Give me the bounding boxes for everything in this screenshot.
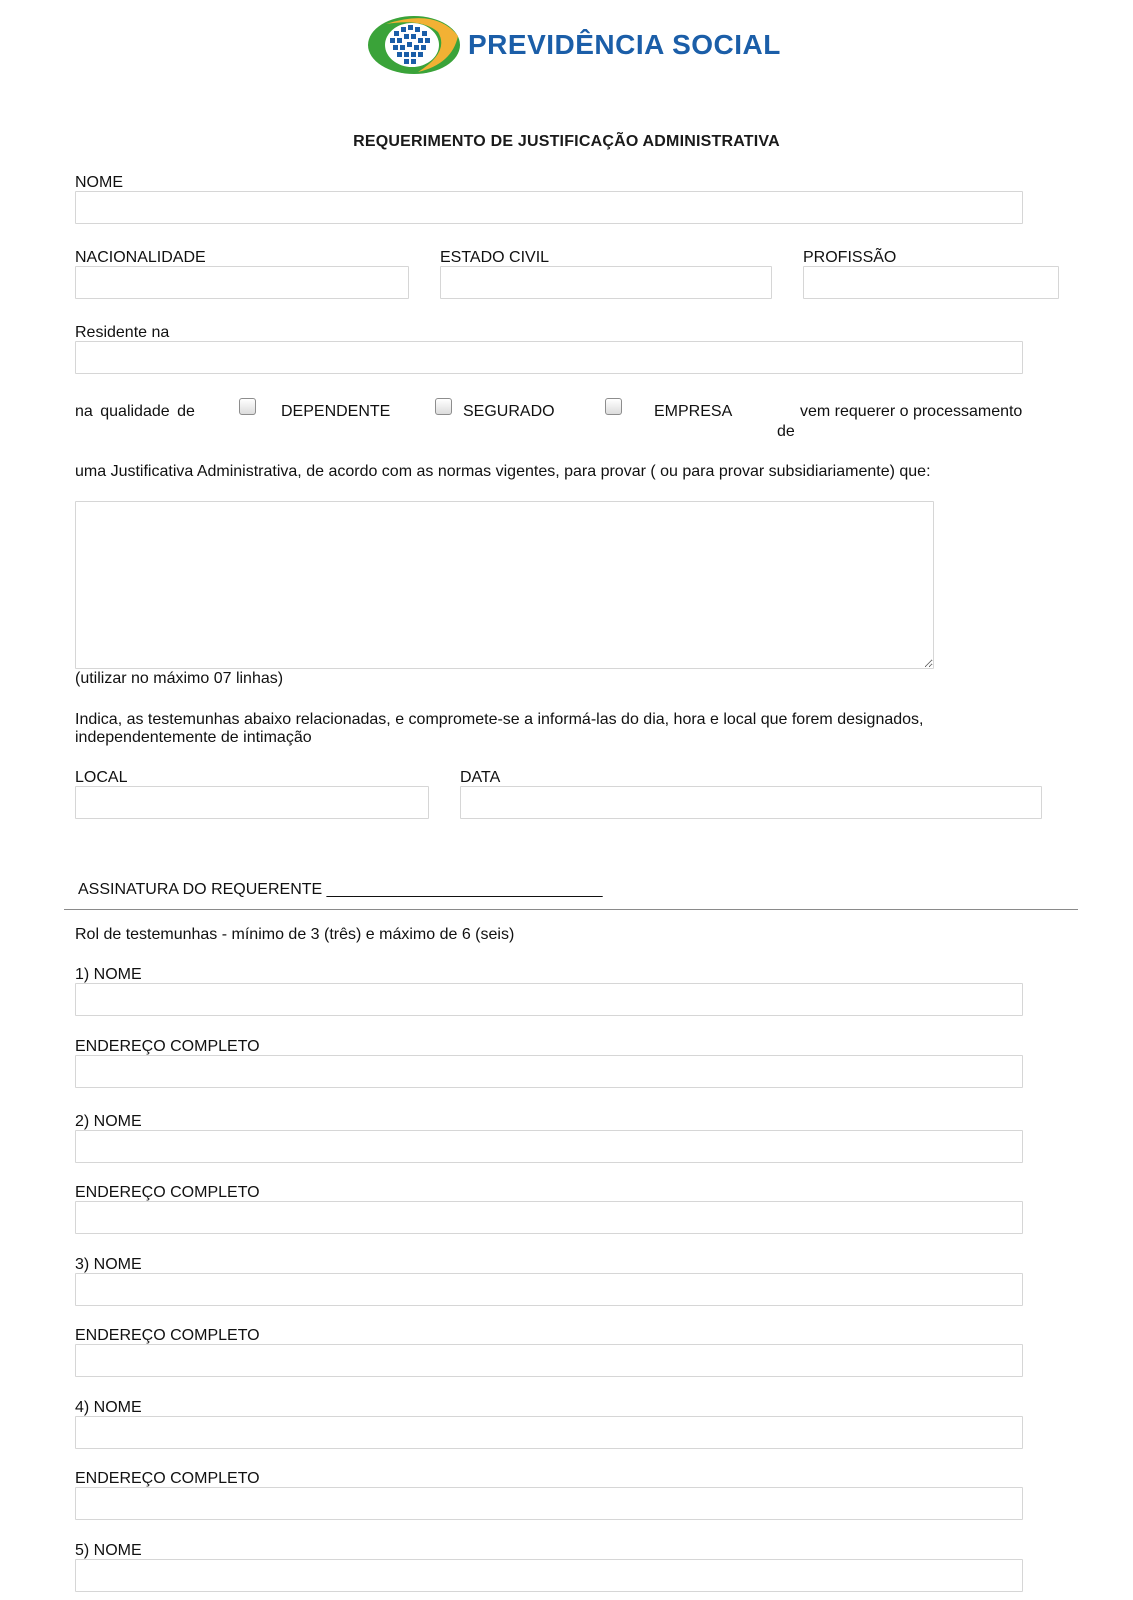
local-input[interactable] <box>75 786 429 819</box>
segurado-label: SEGURADO <box>463 403 555 420</box>
witness-4-address-label: ENDEREÇO COMPLETO <box>75 1470 260 1487</box>
witness-2-name-input[interactable] <box>75 1130 1023 1163</box>
witness-5-name-input[interactable] <box>75 1559 1023 1592</box>
witness-4-name-input[interactable] <box>75 1416 1023 1449</box>
witness-4-address-input[interactable] <box>75 1487 1023 1520</box>
estado-civil-label: ESTADO CIVIL <box>440 249 550 266</box>
qualidade-prefix: na qualidade de <box>75 403 195 420</box>
witness-1-name-label: 1) NOME <box>75 966 142 983</box>
empresa-checkbox[interactable] <box>605 398 622 415</box>
residente-label: Residente na <box>75 324 170 341</box>
witness-3-name-input[interactable] <box>75 1273 1023 1306</box>
nacionalidade-label: NACIONALIDADE <box>75 249 206 266</box>
profissao-label: PROFISSÃO <box>803 249 897 266</box>
nome-label: NOME <box>75 174 123 191</box>
qualidade-suffix-de: de <box>777 423 795 440</box>
nome-input[interactable] <box>75 191 1023 224</box>
witness-2-address-label: ENDEREÇO COMPLETO <box>75 1184 260 1201</box>
witnesses-intro: Rol de testemunhas - mínimo de 3 (três) e máximo de 6 (seis) <box>75 926 515 943</box>
justificativa-text: uma Justificativa Administrativa, de acordo com as normas vigentes, para provar ( ou para provar subsidiariamente) que: <box>75 463 931 480</box>
witness-4-name-label: 4) NOME <box>75 1399 142 1416</box>
data-input[interactable] <box>460 786 1042 819</box>
nacionalidade-input[interactable] <box>75 266 409 299</box>
local-label: LOCAL <box>75 769 128 786</box>
section-divider <box>64 909 1078 910</box>
indica-text-line2: independentemente de intimação <box>75 729 312 746</box>
empresa-label: EMPRESA <box>654 403 733 420</box>
signature-label: ASSINATURA DO REQUERENTE _______________________________ <box>78 881 603 898</box>
qualidade-suffix: vem requerer o processamento <box>800 403 1023 420</box>
justificativa-hint: (utilizar no máximo 07 linhas) <box>75 670 284 687</box>
brand-name: PREVIDÊNCIA SOCIAL <box>468 29 781 60</box>
dependente-checkbox[interactable] <box>239 398 256 415</box>
residente-input[interactable] <box>75 341 1023 374</box>
witness-3-name-label: 3) NOME <box>75 1256 142 1273</box>
indica-text-line1: Indica, as testemunhas abaixo relacionadas, e compromete-se a informá-las do dia, hora e local que forem designados, <box>75 711 924 728</box>
justificativa-textarea[interactable] <box>75 501 934 669</box>
data-label: DATA <box>460 769 501 786</box>
witness-2-name-label: 2) NOME <box>75 1113 142 1130</box>
profissao-input[interactable] <box>803 266 1059 299</box>
witness-3-address-label: ENDEREÇO COMPLETO <box>75 1327 260 1344</box>
witness-1-address-label: ENDEREÇO COMPLETO <box>75 1038 260 1055</box>
segurado-checkbox[interactable] <box>435 398 452 415</box>
witness-3-address-input[interactable] <box>75 1344 1023 1377</box>
witness-1-name-input[interactable] <box>75 983 1023 1016</box>
estado-civil-input[interactable] <box>440 266 772 299</box>
witness-1-address-input[interactable] <box>75 1055 1023 1088</box>
previdencia-logo-icon <box>366 14 462 76</box>
page-title: REQUERIMENTO DE JUSTIFICAÇÃO ADMINISTRATIVA <box>353 133 780 150</box>
dependente-label: DEPENDENTE <box>281 403 391 420</box>
witness-2-address-input[interactable] <box>75 1201 1023 1234</box>
witness-5-name-label: 5) NOME <box>75 1542 142 1559</box>
